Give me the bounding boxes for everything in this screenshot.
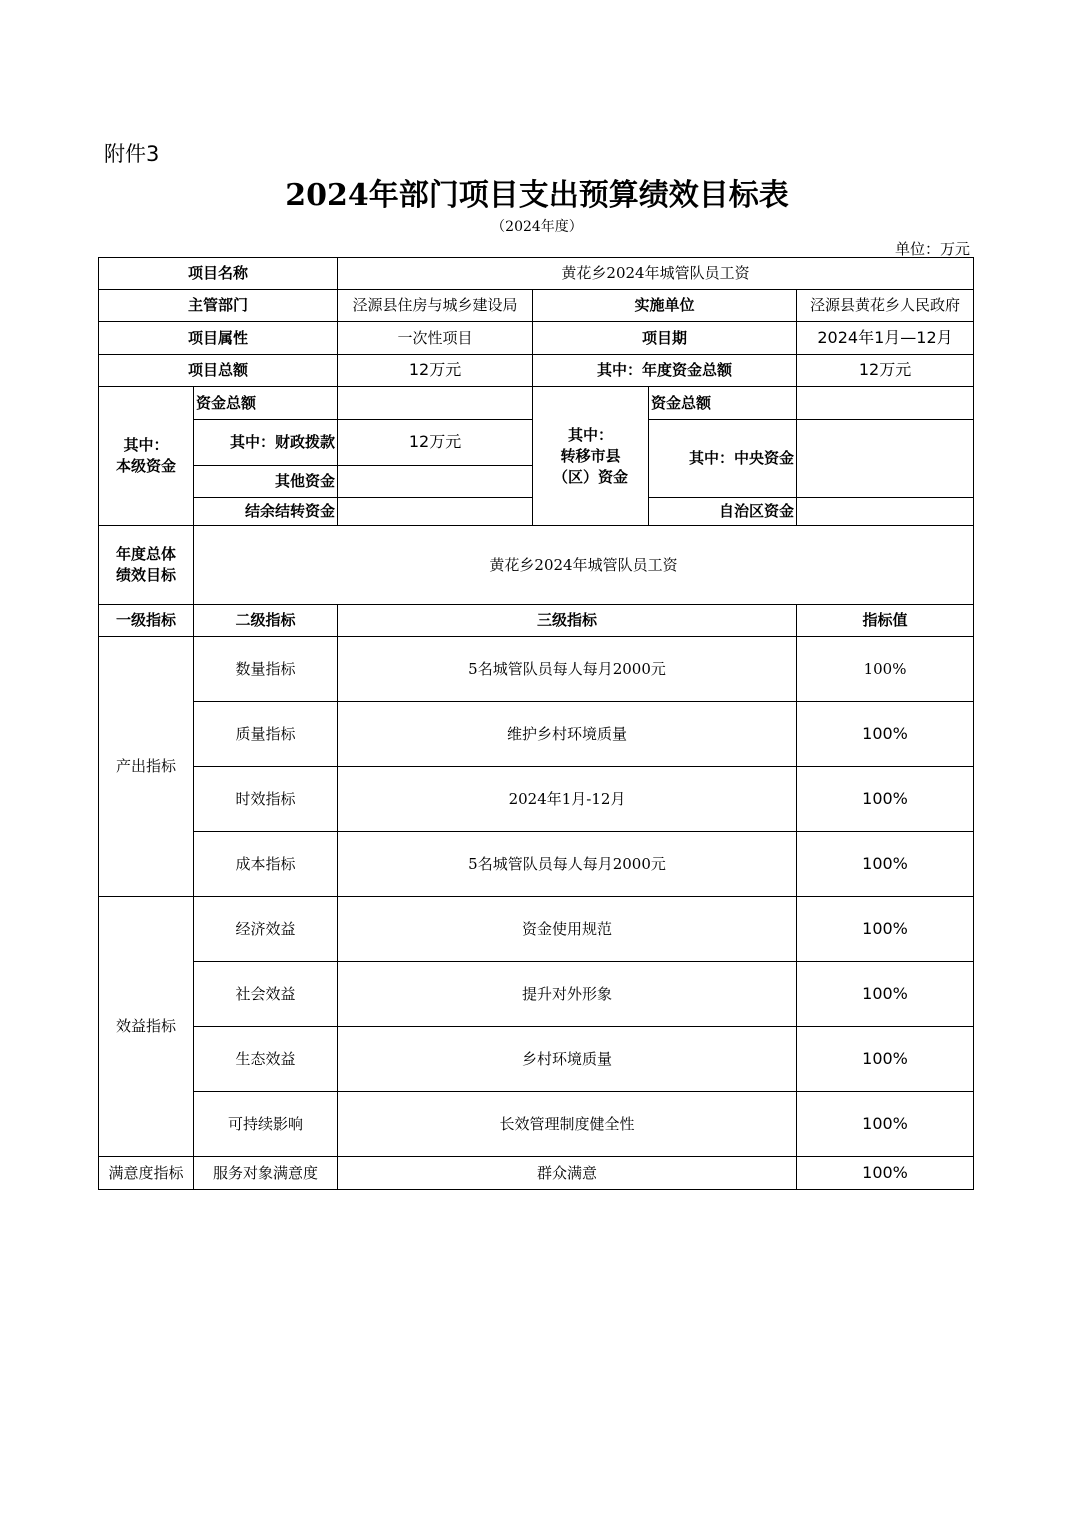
transfer-funds-label: 其中： 转移市县 （区）资金 xyxy=(533,387,649,526)
total-value: 12万元 xyxy=(338,355,533,387)
row-level2: 社会效益 xyxy=(194,962,338,1027)
transfer-total-value xyxy=(797,387,974,420)
year-subtitle: （2024年度） xyxy=(491,219,583,235)
row-level2: 生态效益 xyxy=(194,1027,338,1092)
local-funds-label: 其中： 本级资金 xyxy=(99,387,194,526)
row-level3: 资金使用规范 xyxy=(338,897,797,962)
period-value: 2024年1月—12月 xyxy=(797,322,974,355)
attr-value: 一次性项目 xyxy=(338,322,533,355)
row-level2: 成本指标 xyxy=(194,832,338,897)
row-level3: 长效管理制度健全性 xyxy=(338,1092,797,1157)
dept-value: 泾源县住房与城乡建设局 xyxy=(338,290,533,322)
local-total-value xyxy=(338,387,533,420)
row-value: 100% xyxy=(797,962,974,1027)
row-value: 100% xyxy=(797,832,974,897)
header-level3: 三级指标 xyxy=(338,605,797,637)
group-level1: 产出指标 xyxy=(99,637,194,897)
attachment-label: 附件3 xyxy=(104,142,160,166)
row-level2: 质量指标 xyxy=(194,702,338,767)
row-level3: 5名城管队员每人每月2000元 xyxy=(338,637,797,702)
header-value: 指标值 xyxy=(797,605,974,637)
row-value: 100% xyxy=(797,637,974,702)
other-label: 其他资金 xyxy=(194,466,338,498)
row-value: 100% xyxy=(797,702,974,767)
row-level3: 提升对外形象 xyxy=(338,962,797,1027)
annual-label: 其中：年度资金总额 xyxy=(533,355,797,387)
row-level2: 数量指标 xyxy=(194,637,338,702)
row-level2: 经济效益 xyxy=(194,897,338,962)
transfer-total-label: 资金总额 xyxy=(649,387,797,420)
page-title: 2024年部门项目支出预算绩效目标表 xyxy=(285,178,789,213)
header-level1: 一级指标 xyxy=(99,605,194,637)
impl-label: 实施单位 xyxy=(533,290,797,322)
row-level3: 群众满意 xyxy=(338,1157,797,1190)
row-level2: 服务对象满意度 xyxy=(194,1157,338,1190)
carry-value xyxy=(338,498,533,526)
region-value xyxy=(797,498,974,526)
row-value: 100% xyxy=(797,1092,974,1157)
row-value: 100% xyxy=(797,1157,974,1190)
central-value xyxy=(797,420,974,498)
attr-label: 项目属性 xyxy=(99,322,338,355)
goal-value: 黄花乡2024年城管队员工资 xyxy=(194,526,974,605)
central-label: 其中：中央资金 xyxy=(649,420,797,498)
row-level3: 5名城管队员每人每月2000元 xyxy=(338,832,797,897)
local-total-label: 资金总额 xyxy=(194,387,338,420)
header-level2: 二级指标 xyxy=(194,605,338,637)
dept-label: 主管部门 xyxy=(99,290,338,322)
total-label: 项目总额 xyxy=(99,355,338,387)
row-value: 100% xyxy=(797,767,974,832)
project-name-value: 黄花乡2024年城管队员工资 xyxy=(338,258,974,290)
fiscal-value: 12万元 xyxy=(338,420,533,466)
row-level2: 可持续影响 xyxy=(194,1092,338,1157)
row-value: 100% xyxy=(797,1027,974,1092)
impl-value: 泾源县黄花乡人民政府 xyxy=(797,290,974,322)
unit-label: 单位：万元 xyxy=(894,240,970,258)
project-name-label: 项目名称 xyxy=(99,258,338,290)
other-value xyxy=(338,466,533,498)
row-level2: 时效指标 xyxy=(194,767,338,832)
carry-label: 结余结转资金 xyxy=(194,498,338,526)
region-label: 自治区资金 xyxy=(649,498,797,526)
period-label: 项目期 xyxy=(533,322,797,355)
row-level3: 乡村环境质量 xyxy=(338,1027,797,1092)
row-level3: 维护乡村环境质量 xyxy=(338,702,797,767)
goal-label: 年度总体 绩效目标 xyxy=(99,526,194,605)
performance-table xyxy=(98,257,974,1190)
row-value: 100% xyxy=(797,897,974,962)
annual-value: 12万元 xyxy=(797,355,974,387)
row-level3: 2024年1月-12月 xyxy=(338,767,797,832)
group-level1: 满意度指标 xyxy=(99,1157,194,1190)
group-level1: 效益指标 xyxy=(99,897,194,1157)
fiscal-label: 其中：财政拨款 xyxy=(194,420,338,466)
